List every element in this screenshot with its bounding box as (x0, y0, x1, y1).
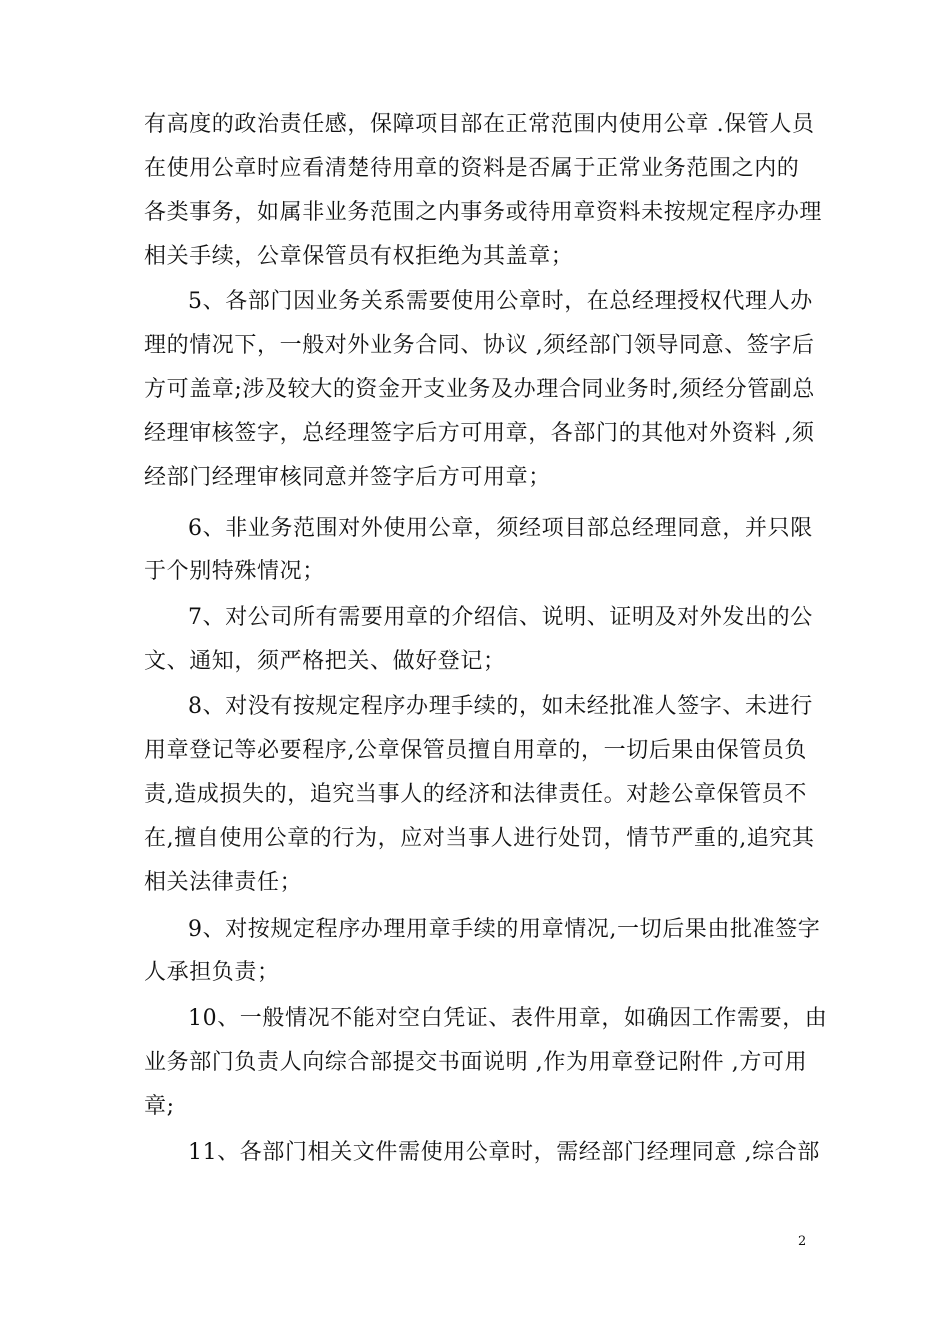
text-line: 责,造成损失的，追究当事人的经济和法律责任。对趁公章保管员不 (144, 782, 807, 807)
text-line: 于个别特殊情况； (144, 559, 325, 584)
text-line: 经理审核签字，总经理签字后方可用章，各部门的其他对外资料 ,须 (144, 421, 815, 446)
text-line: 相关法律责任； (144, 870, 303, 895)
paragraph-11-line: 11、各部门相关文件需使用公章时，需经部门经理同意 ,综合部 (188, 1140, 820, 1165)
text-line: 人承担负责； (144, 960, 280, 985)
paragraph-5-line: 5、各部门因业务关系需要使用公章时，在总经理授权代理人办 (188, 289, 813, 314)
page-number: 2 (798, 1234, 807, 1249)
text-line: 在使用公章时应看清楚待用章的资料是否属于正常业务范围之内的 (144, 156, 800, 181)
text-line: 各类事务，如属非业务范围之内事务或待用章资料未按规定程序办理 (144, 200, 823, 225)
text-line: 在,擅自使用公章的行为，应对当事人进行处罚，情节严重的,追究其 (144, 826, 815, 851)
text-line: 章; (144, 1094, 175, 1119)
text-line: 文、通知，须严格把关、做好登记； (144, 649, 506, 674)
paragraph-8-line: 8、对没有按规定程序办理手续的，如未经批准人签字、未进行 (188, 694, 813, 719)
text-line: 用章登记等必要程序,公章保管员擅自用章的，一切后果由保管员负 (144, 738, 807, 763)
paragraph-9-line: 9、对按规定程序办理用章手续的用章情况,一切后果由批准签字 (188, 917, 821, 942)
text-line: 相关手续，公章保管员有权拒绝为其盖章； (144, 244, 574, 269)
paragraph-7-line: 7、对公司所有需要用章的介绍信、说明、证明及对外发出的公 (188, 605, 813, 630)
paragraph-6-line: 6、非业务范围对外使用公章，须经项目部总经理同意，并只限 (188, 516, 813, 541)
text-line: 业务部门负责人向综合部提交书面说明 ,作为用章登记附件 ,方可用 (144, 1050, 808, 1075)
paragraph-10-line: 10、一般情况不能对空白凭证、表件用章，如确因工作需要，由 (188, 1006, 828, 1031)
text-line: 有高度的政治责任感，保障项目部在正常范围内使用公章 .保管人员 (144, 112, 815, 137)
text-line: 经部门经理审核同意并签字后方可用章； (144, 465, 551, 490)
text-line: 方可盖章;涉及较大的资金开支业务及办理合同业务时,须经分管副总 (144, 377, 816, 402)
text-line: 理的情况下，一般对外业务合同、协议 ,须经部门领导同意、签字后 (144, 333, 815, 358)
